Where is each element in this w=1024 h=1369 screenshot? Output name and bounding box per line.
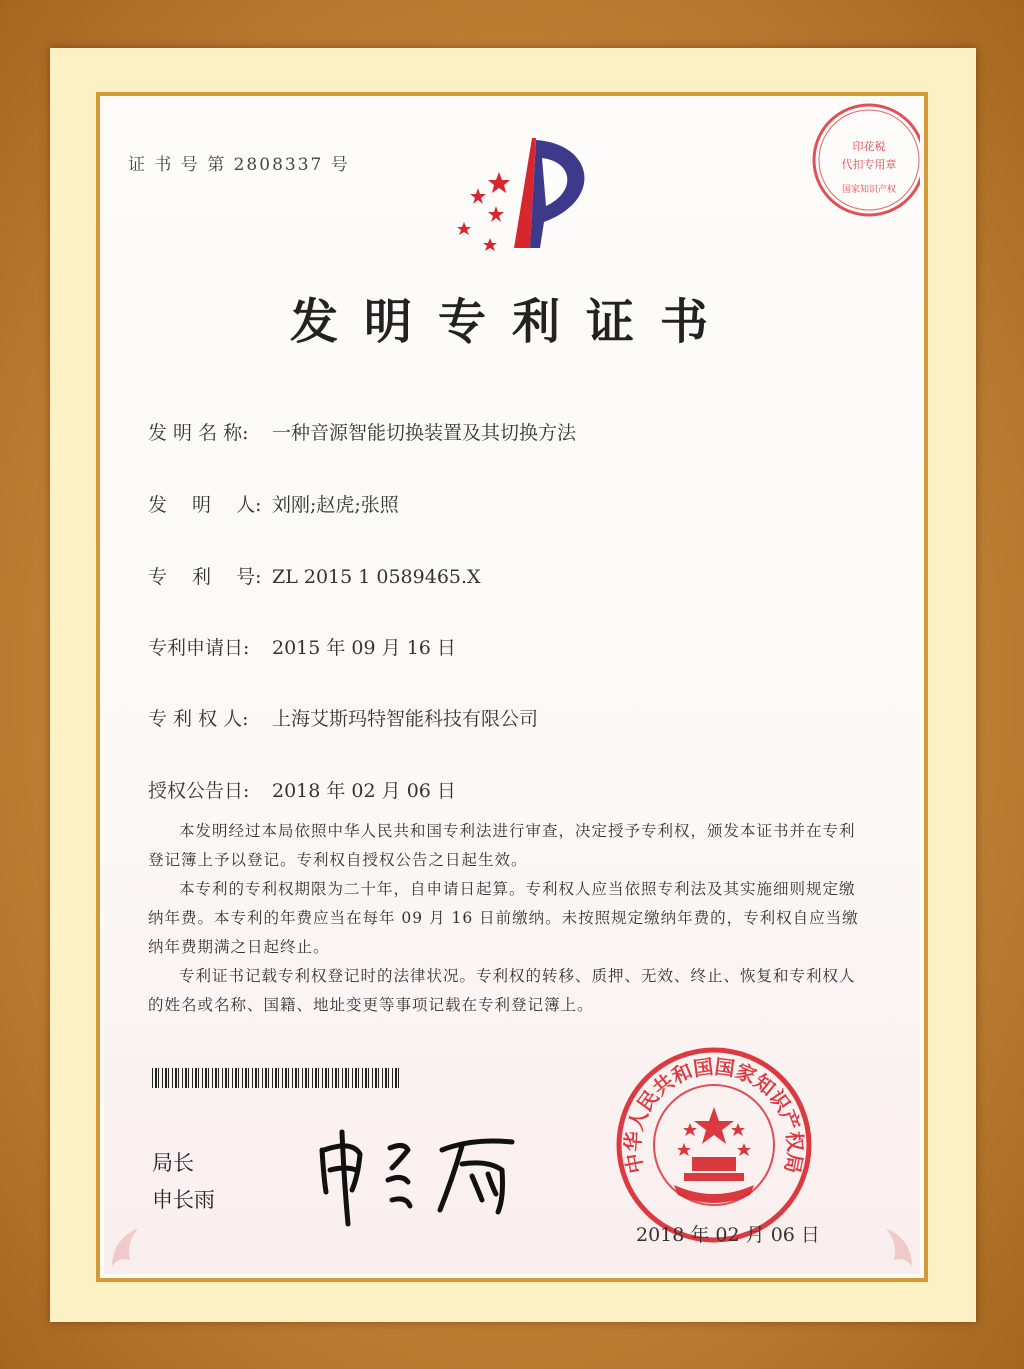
field-label: 专 利 权 人:: [148, 708, 249, 730]
certificate-number: 证 书 号 第 2808337 号: [128, 155, 350, 175]
svg-text:国家知识产权: 国家知识产权: [841, 185, 897, 195]
corner-ornament-icon: [108, 1220, 158, 1270]
certificate-paper: [104, 100, 920, 1274]
field-patentee: [148, 704, 538, 731]
director-name: 申长雨: [152, 1188, 215, 1212]
field-value: ZL 2015 1 0589465.X: [272, 566, 481, 588]
field-patent-number: [148, 562, 481, 589]
field-label: 专 利 号:: [148, 566, 262, 588]
certificate-paragraph: 本专利的专利权期限为二十年，自申请日起算。专利权人应当依照专利法及其实施细则规定缴纳年费。本专利的年费应当在每年 09 月 16 日前缴纳。未按照规定缴纳年费的，专利权自应当缴纳年费期满之日起终止。: [148, 880, 859, 956]
field-application-date: [148, 633, 456, 660]
field-invention-name: [148, 418, 576, 445]
svg-text:中华人民共和国国家知识产权局: 中华人民共和国国家知识产权局: [620, 1054, 808, 1176]
svg-text:代扣专用章: 代扣专用章: [841, 158, 897, 171]
tax-stamp-seal: [799, 100, 920, 230]
field-label: 发 明 人:: [148, 494, 262, 516]
certificate-title: 发明专利证书: [289, 294, 734, 350]
director-title: 局长: [152, 1151, 194, 1175]
field-label: 发 明 名 称:: [148, 422, 249, 444]
barcode: [152, 1068, 400, 1088]
field-label: 专利申请日:: [148, 637, 250, 659]
field-inventors: [148, 490, 399, 517]
field-label: 授权公告日:: [148, 780, 250, 802]
corner-ornament-icon: [866, 1220, 916, 1270]
field-grant-date: [148, 776, 456, 803]
field-value: 2015 年 09 月 16 日: [272, 637, 456, 659]
field-value: 2018 年 02 月 06 日: [272, 780, 456, 802]
field-value: 上海艾斯玛特智能科技有限公司: [272, 708, 539, 730]
issue-date: 2018 年 02 月 06 日: [636, 1224, 820, 1246]
certificate-paragraph: 本发明经过本局依照中华人民共和国专利法进行审查，决定授予专利权，颁发本证书并在专利登记簿上予以登记。专利权自授权公告之日起生效。: [148, 822, 856, 869]
cnipa-official-seal: [614, 1045, 814, 1245]
director-signature: [312, 1120, 532, 1230]
svg-text:印花税: 印花税: [852, 140, 886, 153]
certificate-paragraph: 专利证书记载专利权登记时的法律状况。专利权的转移、质押、无效、终止、恢复和专利权人的姓名或名称、国籍、地址变更等事项记载在专利登记簿上。: [148, 967, 856, 1014]
cnipa-emblem-icon: [444, 130, 614, 260]
field-value: 一种音源智能切换装置及其切换方法: [272, 422, 577, 444]
field-value: 刘刚;赵虎;张照: [272, 494, 399, 516]
